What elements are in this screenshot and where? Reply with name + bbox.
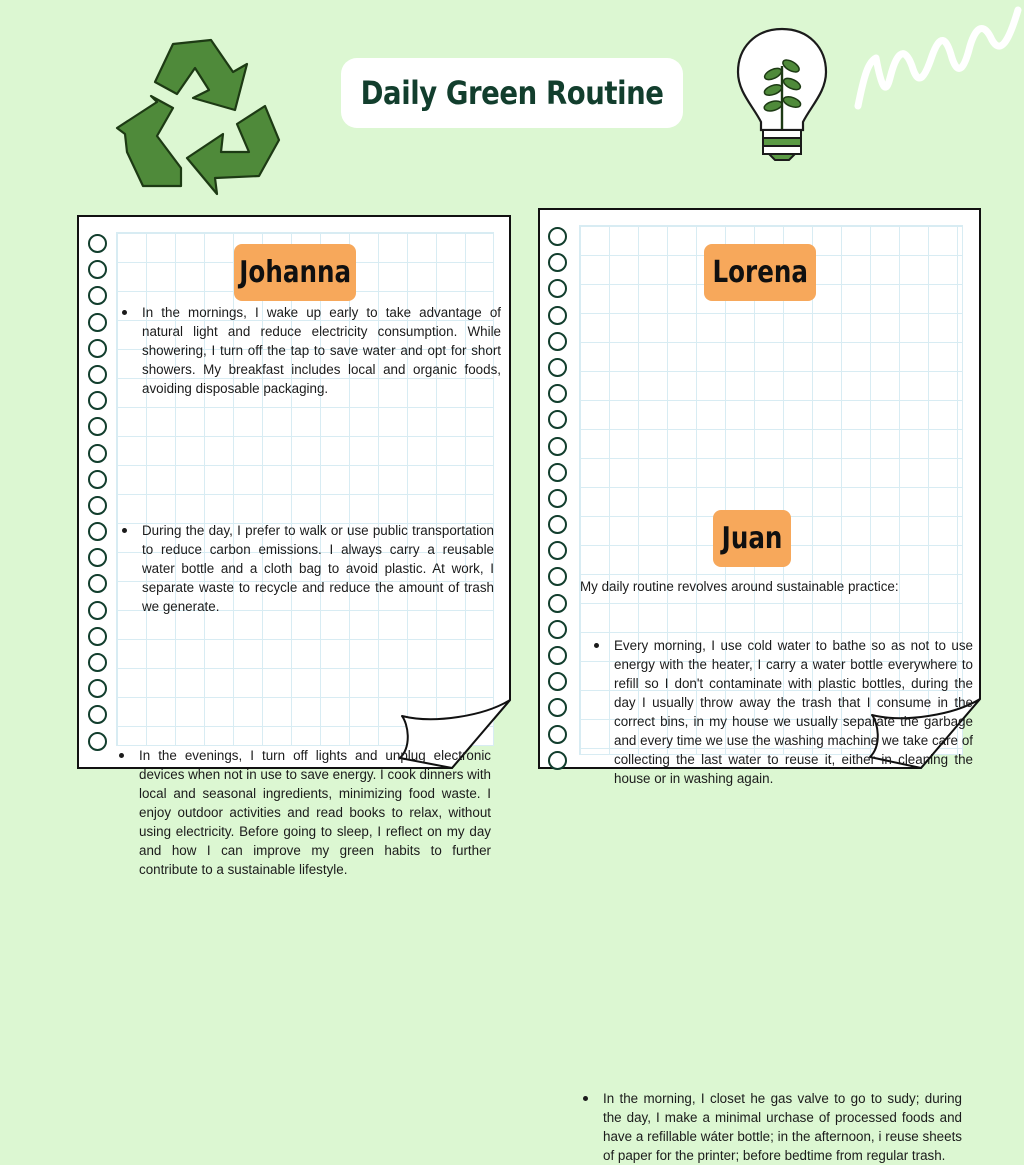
binder-ring xyxy=(548,489,567,508)
binder-ring xyxy=(88,705,107,724)
binder-ring xyxy=(88,548,107,567)
juan-name-tag xyxy=(713,510,791,567)
binder-ring xyxy=(548,227,567,246)
johanna-evening-item xyxy=(119,746,491,879)
binder-ring xyxy=(88,653,107,672)
binder-ring xyxy=(88,627,107,646)
binder-ring xyxy=(88,470,107,489)
page-title-badge xyxy=(341,58,683,128)
lorena-name: Lorena xyxy=(712,255,808,290)
list-item-text: Every morning, I use cold water to bathe so as not to use energy with the heater, I carry a water bottle everywhere to refill so I don't contaminate with plastic bottles, during the day I usually throw away the trash that I consume in the correct bins, in my house we usually separate the garbage and every time we use the washing machine we take care of collecting the last water to reuse it, either in cleaning the house or in washing again. xyxy=(614,638,973,786)
binder-ring xyxy=(548,384,567,403)
johanna-morning-item xyxy=(122,303,501,398)
binder-ring xyxy=(88,391,107,410)
lorena-name-tag xyxy=(704,244,816,301)
binder-ring xyxy=(548,253,567,272)
list-item-text: In the evenings, I turn off lights and unplug electronic devices when not in use to save energy. I cook dinners with local and seasonal ingredients, minimizing food waste. I enjoy outdoor activities and read books to relax, without using electricity. Before going to sleep, I reflect on my day and how I can improve my green habits to further contribute to a sustainable lifestyle. xyxy=(139,748,491,877)
binder-ring xyxy=(548,620,567,639)
list-item-text: In the mornings, I wake up early to take advantage of natural light and reduce electricity consumption. While showering, I turn off the tap to save water and opt for short showers. My breakfast includes local and organic foods, avoiding disposable packaging. xyxy=(142,305,501,396)
binder-ring xyxy=(548,594,567,613)
binder-ring xyxy=(88,679,107,698)
binder-ring xyxy=(548,646,567,665)
binder-ring xyxy=(88,601,107,620)
page-title: Daily Green Routine xyxy=(360,74,664,112)
binder-ring xyxy=(88,417,107,436)
binder-ring xyxy=(548,358,567,377)
binder-ring xyxy=(548,279,567,298)
squiggle-decoration xyxy=(852,0,1024,112)
lightbulb-plant-icon xyxy=(735,26,829,166)
binder-ring xyxy=(88,444,107,463)
binder-ring xyxy=(548,437,567,456)
binder-ring xyxy=(548,410,567,429)
juan-routine-item xyxy=(583,1089,962,1165)
binder-ring xyxy=(548,567,567,586)
binder-ring xyxy=(88,260,107,279)
binder-ring xyxy=(548,541,567,560)
binder-ring xyxy=(548,698,567,717)
johanna-name: Johanna xyxy=(239,255,351,290)
binder-ring xyxy=(548,306,567,325)
binder-ring xyxy=(548,332,567,351)
johanna-day-item xyxy=(122,521,494,616)
binder-ring xyxy=(548,751,567,770)
binder-ring xyxy=(88,365,107,384)
binder-ring xyxy=(88,522,107,541)
list-item-text: In the morning, I closet he gas valve to go to sudy; during the day, I make a minimal urchase of processed foods and have a refillable wáter bottle; in the afternoon, i reuse sheets of paper for the printer; before bedtime from regular trash. xyxy=(603,1091,962,1163)
recycle-icon xyxy=(115,36,285,198)
binder-ring xyxy=(548,463,567,482)
johanna-name-tag xyxy=(234,244,356,301)
binder-rings xyxy=(88,234,107,751)
binder-ring xyxy=(548,725,567,744)
binder-ring xyxy=(88,313,107,332)
binder-rings xyxy=(548,227,567,770)
binder-ring xyxy=(88,234,107,253)
juan-intro: My daily routine revolves around sustainable practice: xyxy=(580,579,899,594)
binder-ring xyxy=(548,515,567,534)
binder-ring xyxy=(88,286,107,305)
lorena-routine-item xyxy=(594,636,973,788)
binder-ring xyxy=(88,339,107,358)
binder-ring xyxy=(548,672,567,691)
binder-ring xyxy=(88,574,107,593)
juan-name: Juan xyxy=(721,521,783,556)
binder-ring xyxy=(88,732,107,751)
binder-ring xyxy=(88,496,107,515)
list-item-text: During the day, I prefer to walk or use public transportation to reduce carbon emissions. I always carry a reusable water bottle and a cloth bag to avoid plastic. At work, I separate waste to recycle and reduce the amount of trash we generate. xyxy=(142,523,494,614)
